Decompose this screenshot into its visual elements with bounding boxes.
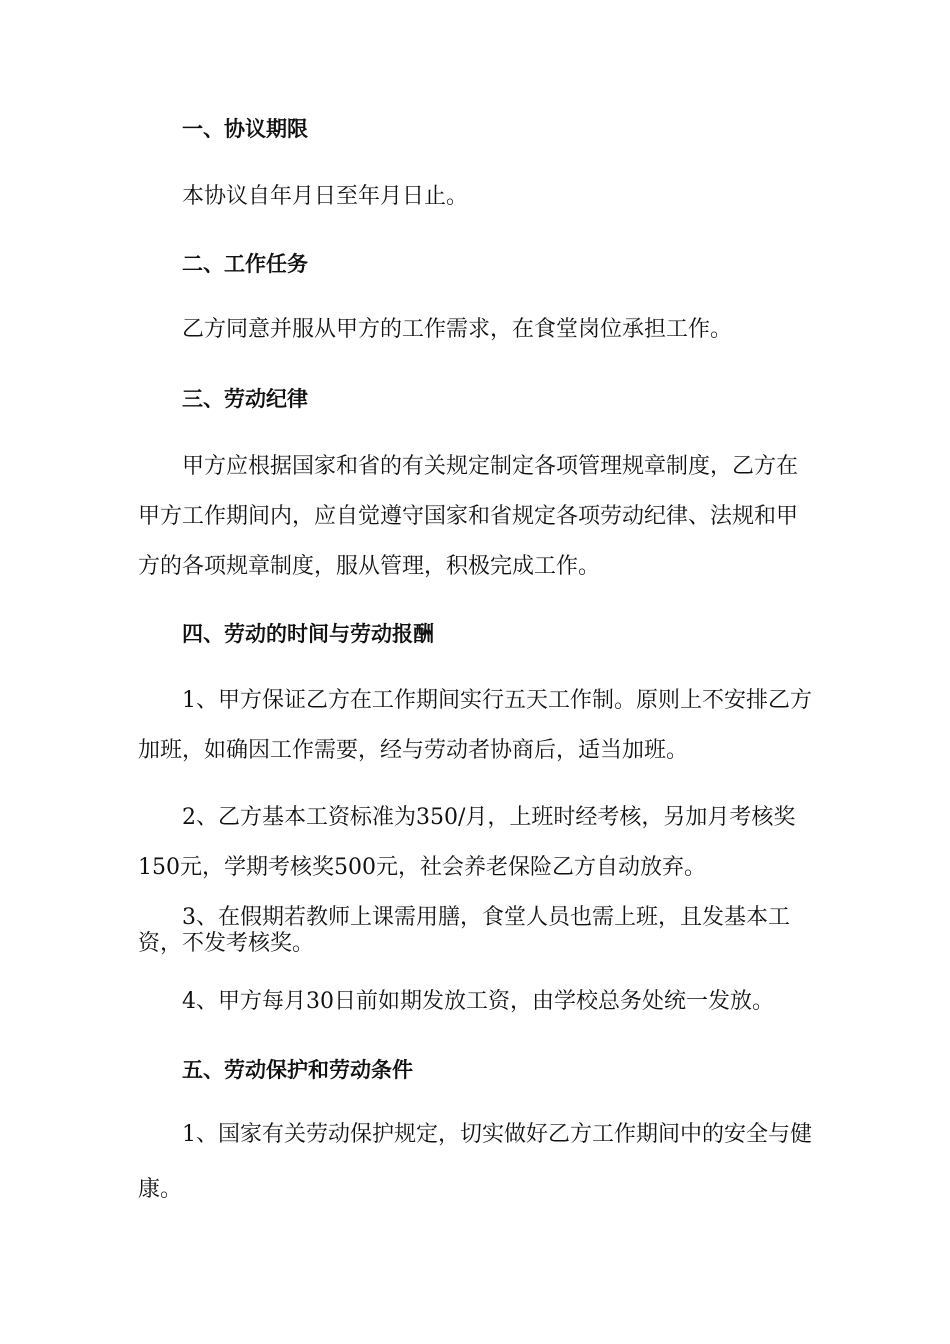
- section-heading-task: 二、工作任务: [182, 252, 308, 276]
- paragraph-task: 乙方同意并服从甲方的工作需求，在食堂岗位承担工作。: [182, 317, 733, 342]
- section-heading-term: 一、协议期限: [182, 117, 308, 141]
- paragraph-discipline-line-2: 甲方工作期间内，应自觉遵守国家和省规定各项劳动纪律、法规和甲: [138, 504, 799, 529]
- section-heading-protection: 五、劳动保护和劳动条件: [182, 1058, 413, 1082]
- item-1-line-1: 1、甲方保证乙方在工作期间实行五天工作制。原则上不安排乙方: [182, 688, 812, 713]
- item-3-line-2: 资，不发考核奖。: [138, 931, 315, 956]
- item-1-line-2: 加班，如确因工作需要，经与劳动者协商后，适当加班。: [138, 738, 689, 763]
- item-2-line-1: 2、乙方基本工资标准为350/月，上班时经考核，另加月考核奖: [182, 805, 796, 830]
- paragraph-discipline-line-1: 甲方应根据国家和省的有关规定制定各项管理规章制度，乙方在: [182, 454, 799, 479]
- paragraph-term: 本协议自年月日至年月日止。: [182, 184, 469, 209]
- item-2-line-2: 150元，学期考核奖500元，社会养老保险乙方自动放弃。: [138, 855, 706, 880]
- item-4-line-1: 4、甲方每月30日前如期发放工资，由学校总务处统一发放。: [182, 989, 774, 1014]
- protection-item-1-line-2: 康。: [138, 1177, 183, 1202]
- protection-item-1-line-1: 1、国家有关劳动保护规定，切实做好乙方工作期间中的安全与健: [182, 1122, 812, 1147]
- section-heading-discipline: 三、劳动纪律: [182, 387, 308, 411]
- section-heading-time-pay: 四、劳动的时间与劳动报酬: [182, 622, 434, 646]
- paragraph-discipline-line-3: 方的各项规章制度，服从管理，积极完成工作。: [138, 554, 601, 579]
- item-3-line-1: 3、在假期若教师上课需用膳，食堂人员也需上班，且发基本工: [182, 905, 790, 930]
